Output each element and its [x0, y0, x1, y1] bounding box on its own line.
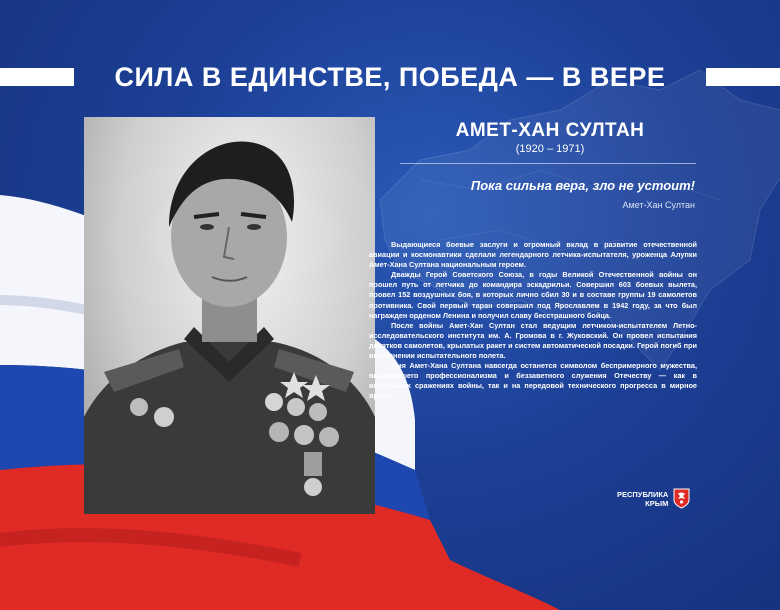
biography-paragraph: После войны Амет-Хан Султан стал ведущим летчиком-испытателем Летно-исследовательского института им. А. Громова в г. Жуковский. Он провел испытания десятков самолетов, крылатых ракет и систем автоматической посадки. Герой погиб при выполнении испытательного полета. — [369, 320, 697, 361]
title-band — [0, 63, 780, 91]
quote-text: Пока сильна вера, зло не устоит! — [470, 178, 695, 193]
hero-portrait-photo — [84, 117, 375, 514]
biography-paragraph: Выдающиеся боевые заслуги и огромный вклад в развитие отечественной авиации и космонавтики сделали легендарного летчика-испытателя, уроженца Алупки Амет-Хана Султана национальным героем. — [369, 240, 697, 270]
title-bar-right — [706, 68, 780, 86]
biography-paragraph: Дважды Герой Советского Союза, в годы Великой Отечественной войны он прошел путь от летчика до командира эскадрильи. Совершил 603 боевых вылета, провел 152 воздушных боя, в которых лично сбил 30 и в составе группы 19 самолетов противника. Свой первый таран совершил под Ярославлем в 1942 году, за что был награжден орденом Ленина и получил славу бесстрашного бойца. — [369, 270, 697, 320]
logo-text — [617, 490, 668, 508]
biography-text — [369, 240, 697, 402]
logo-line-1: РЕСПУБЛИКА — [617, 489, 669, 499]
hero-years: (1920 – 1971) — [515, 143, 585, 155]
logo-line-2: КРЫМ — [645, 498, 669, 508]
divider — [400, 163, 696, 164]
hero-name: АМЕТ-ХАН СУЛТАН — [455, 120, 645, 141]
biography-paragraph: Имя Амет-Хана Султана навсегда останется символом беспримерного мужества, высочайшего профессионализма и беззаветного служения Отечеству — как в воздушных сражениях войны, так и на передовой технического прогресса в мирное время. — [369, 361, 697, 401]
crimea-coat-of-arms-icon — [673, 488, 690, 509]
title-bar-left — [0, 68, 74, 86]
quote-author: Амет-Хан Султан — [622, 200, 695, 210]
poster-title: СИЛА В ЕДИНСТВЕ, ПОБЕДА — В ВЕРЕ — [114, 62, 666, 92]
republic-crimea-logo — [617, 488, 690, 509]
